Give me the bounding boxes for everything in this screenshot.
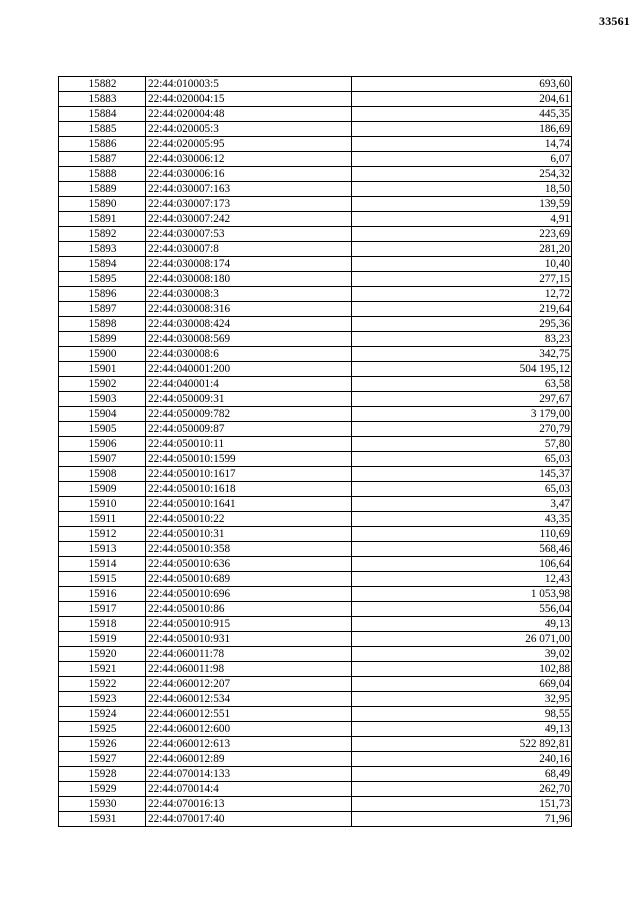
cadastral-number-cell: 22:44:030007:8 [146,242,352,257]
cadastral-number-cell: 22:44:050010:358 [146,542,352,557]
cadastral-number-cell: 22:44:020004:15 [146,92,352,107]
table-row [59,812,572,827]
cadastral-number-cell: 22:44:050010:86 [146,602,352,617]
row-number-cell: 15924 [59,707,146,722]
row-number-cell: 15883 [59,92,146,107]
row-number-cell: 15931 [59,812,146,827]
row-number-cell: 15884 [59,107,146,122]
table-row [59,137,572,152]
table-body [59,77,572,827]
cadastral-number-cell: 22:44:020004:48 [146,107,352,122]
row-number-cell: 15918 [59,617,146,632]
cadastral-number-cell: 22:44:030008:3 [146,287,352,302]
table-row [59,377,572,392]
row-number-cell: 15930 [59,797,146,812]
table-row [59,362,572,377]
table-row [59,482,572,497]
value-cell: 39,02 [352,647,572,662]
cadastral-number-cell: 22:44:030006:12 [146,152,352,167]
cadastral-number-cell: 22:44:050009:31 [146,392,352,407]
row-number-cell: 15910 [59,497,146,512]
value-cell: 12,43 [352,572,572,587]
table-row [59,227,572,242]
table-row [59,542,572,557]
row-number-cell: 15903 [59,392,146,407]
table-row [59,287,572,302]
value-cell: 102,88 [352,662,572,677]
row-number-cell: 15885 [59,122,146,137]
row-number-cell: 15887 [59,152,146,167]
row-number-cell: 15920 [59,647,146,662]
cadastral-number-cell: 22:44:020005:95 [146,137,352,152]
cadastral-number-cell: 22:44:050010:31 [146,527,352,542]
table-row [59,302,572,317]
row-number-cell: 15929 [59,782,146,797]
table-row [59,242,572,257]
row-number-cell: 15919 [59,632,146,647]
row-number-cell: 15907 [59,452,146,467]
row-number-cell: 15922 [59,677,146,692]
cadastral-number-cell: 22:44:030007:173 [146,197,352,212]
value-cell: 3 179,00 [352,407,572,422]
value-cell: 504 195,12 [352,362,572,377]
table-row [59,257,572,272]
row-number-cell: 15928 [59,767,146,782]
table-row [59,647,572,662]
cadastral-number-cell: 22:44:030008:569 [146,332,352,347]
cadastral-number-cell: 22:44:050010:1599 [146,452,352,467]
value-cell: 43,35 [352,512,572,527]
value-cell: 139,59 [352,197,572,212]
value-cell: 14,74 [352,137,572,152]
value-cell: 342,75 [352,347,572,362]
cadastral-number-cell: 22:44:010003:5 [146,77,352,92]
table-row [59,737,572,752]
value-cell: 10,40 [352,257,572,272]
table-row [59,512,572,527]
cadastral-number-cell: 22:44:060012:89 [146,752,352,767]
value-cell: 145,37 [352,467,572,482]
row-number-cell: 15889 [59,182,146,197]
row-number-cell: 15926 [59,737,146,752]
table-row [59,77,572,92]
table-row [59,632,572,647]
table-row [59,92,572,107]
value-cell: 26 071,00 [352,632,572,647]
value-cell: 219,64 [352,302,572,317]
table-row [59,617,572,632]
value-cell: 68,49 [352,767,572,782]
row-number-cell: 15894 [59,257,146,272]
value-cell: 3,47 [352,497,572,512]
value-cell: 57,80 [352,437,572,452]
value-cell: 204,61 [352,92,572,107]
row-number-cell: 15917 [59,602,146,617]
table-row [59,437,572,452]
value-cell: 32,95 [352,692,572,707]
row-number-cell: 15915 [59,572,146,587]
cadastral-number-cell: 22:44:050010:1617 [146,467,352,482]
value-cell: 1 053,98 [352,587,572,602]
cadastral-number-cell: 22:44:050010:689 [146,572,352,587]
row-number-cell: 15895 [59,272,146,287]
table-row [59,782,572,797]
value-cell: 669,04 [352,677,572,692]
cadastral-number-cell: 22:44:050010:931 [146,632,352,647]
table-row [59,587,572,602]
value-cell: 556,04 [352,602,572,617]
row-number-cell: 15923 [59,692,146,707]
row-number-cell: 15897 [59,302,146,317]
table-row [59,392,572,407]
row-number-cell: 15913 [59,542,146,557]
page-number: 33561 [599,14,630,28]
value-cell: 65,03 [352,452,572,467]
table-row [59,197,572,212]
row-number-cell: 15912 [59,527,146,542]
row-number-cell: 15908 [59,467,146,482]
value-cell: 151,73 [352,797,572,812]
row-number-cell: 15927 [59,752,146,767]
cadastral-number-cell: 22:44:030008:316 [146,302,352,317]
table-row [59,602,572,617]
cadastral-number-cell: 22:44:030008:180 [146,272,352,287]
row-number-cell: 15890 [59,197,146,212]
table-row [59,212,572,227]
value-cell: 63,58 [352,377,572,392]
cadastral-number-cell: 22:44:050009:87 [146,422,352,437]
row-number-cell: 15901 [59,362,146,377]
table-row [59,692,572,707]
table-row [59,107,572,122]
value-cell: 262,70 [352,782,572,797]
value-cell: 281,20 [352,242,572,257]
value-cell: 12,72 [352,287,572,302]
row-number-cell: 15925 [59,722,146,737]
value-cell: 240,16 [352,752,572,767]
cadastral-number-cell: 22:44:060012:613 [146,737,352,752]
cadastral-number-cell: 22:44:060012:600 [146,722,352,737]
cadastral-number-cell: 22:44:070017:40 [146,812,352,827]
value-cell: 254,32 [352,167,572,182]
value-cell: 445,35 [352,107,572,122]
cadastral-number-cell: 22:44:060011:78 [146,647,352,662]
row-number-cell: 15914 [59,557,146,572]
cadastral-number-cell: 22:44:070014:4 [146,782,352,797]
cadastral-number-cell: 22:44:050010:1618 [146,482,352,497]
row-number-cell: 15893 [59,242,146,257]
cadastral-number-cell: 22:44:070016:13 [146,797,352,812]
table-row [59,722,572,737]
table-row [59,557,572,572]
table-row [59,332,572,347]
value-cell: 568,46 [352,542,572,557]
row-number-cell: 15909 [59,482,146,497]
value-cell: 186,69 [352,122,572,137]
cadastral-number-cell: 22:44:030008:6 [146,347,352,362]
table-row [59,167,572,182]
cadastral-number-cell: 22:44:050010:915 [146,617,352,632]
table-row [59,497,572,512]
row-number-cell: 15911 [59,512,146,527]
cadastral-number-cell: 22:44:020005:3 [146,122,352,137]
cadastral-number-cell: 22:44:050010:696 [146,587,352,602]
table-row [59,452,572,467]
value-cell: 49,13 [352,722,572,737]
row-number-cell: 15892 [59,227,146,242]
value-cell: 106,64 [352,557,572,572]
table-row [59,662,572,677]
value-cell: 522 892,81 [352,737,572,752]
table-row [59,422,572,437]
row-number-cell: 15891 [59,212,146,227]
value-cell: 6,07 [352,152,572,167]
value-cell: 65,03 [352,482,572,497]
table-row [59,677,572,692]
cadastral-number-cell: 22:44:050010:1641 [146,497,352,512]
row-number-cell: 15886 [59,137,146,152]
cadastral-number-cell: 22:44:060012:207 [146,677,352,692]
value-cell: 49,13 [352,617,572,632]
value-cell: 277,15 [352,272,572,287]
value-cell: 223,69 [352,227,572,242]
value-cell: 98,55 [352,707,572,722]
table-row [59,797,572,812]
cadastral-number-cell: 22:44:060011:98 [146,662,352,677]
row-number-cell: 15916 [59,587,146,602]
row-number-cell: 15900 [59,347,146,362]
table-row [59,272,572,287]
table-row [59,347,572,362]
value-cell: 71,96 [352,812,572,827]
cadastral-number-cell: 22:44:030007:163 [146,182,352,197]
cadastral-number-cell: 22:44:030008:424 [146,317,352,332]
value-cell: 110,69 [352,527,572,542]
table-row [59,317,572,332]
cadastral-number-cell: 22:44:060012:551 [146,707,352,722]
cadastral-value-table [58,76,572,827]
row-number-cell: 15896 [59,287,146,302]
row-number-cell: 15905 [59,422,146,437]
table-row [59,707,572,722]
cadastral-number-cell: 22:44:050010:636 [146,557,352,572]
value-cell: 693,60 [352,77,572,92]
row-number-cell: 15898 [59,317,146,332]
row-number-cell: 15899 [59,332,146,347]
row-number-cell: 15906 [59,437,146,452]
table-row [59,767,572,782]
value-cell: 297,67 [352,392,572,407]
value-cell: 83,23 [352,332,572,347]
cadastral-number-cell: 22:44:050010:22 [146,512,352,527]
row-number-cell: 15921 [59,662,146,677]
value-cell: 295,36 [352,317,572,332]
table-row [59,407,572,422]
table-row [59,152,572,167]
row-number-cell: 15904 [59,407,146,422]
row-number-cell: 15902 [59,377,146,392]
table-row [59,182,572,197]
value-cell: 270,79 [352,422,572,437]
cadastral-number-cell: 22:44:030007:242 [146,212,352,227]
table-row [59,467,572,482]
cadastral-number-cell: 22:44:050010:11 [146,437,352,452]
cadastral-number-cell: 22:44:070014:133 [146,767,352,782]
cadastral-number-cell: 22:44:040001:200 [146,362,352,377]
table-row [59,572,572,587]
value-cell: 18,50 [352,182,572,197]
row-number-cell: 15882 [59,77,146,92]
row-number-cell: 15888 [59,167,146,182]
cadastral-number-cell: 22:44:040001:4 [146,377,352,392]
table-row [59,527,572,542]
value-cell: 4,91 [352,212,572,227]
cadastral-number-cell: 22:44:030008:174 [146,257,352,272]
cadastral-number-cell: 22:44:030006:16 [146,167,352,182]
cadastral-number-cell: 22:44:030007:53 [146,227,352,242]
table-row [59,122,572,137]
table-row [59,752,572,767]
cadastral-number-cell: 22:44:060012:534 [146,692,352,707]
cadastral-number-cell: 22:44:050009:782 [146,407,352,422]
